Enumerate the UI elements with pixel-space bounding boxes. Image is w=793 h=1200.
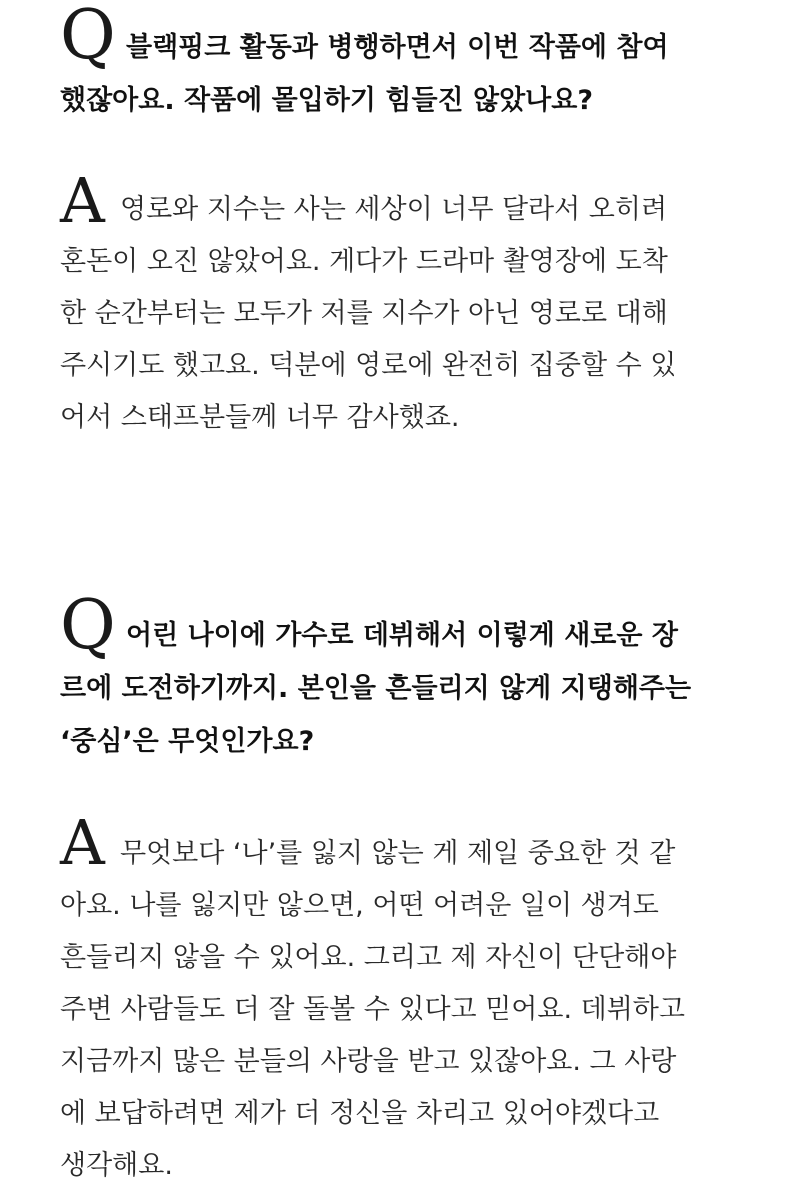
question-marker: Q xyxy=(60,586,116,665)
answer-1-line-1: 영로와 지수는 사는 세상이 너무 달라서 오히려 xyxy=(120,194,668,225)
answer-1-line-5: 어서 스태프분들께 너무 감사했죠. xyxy=(60,402,460,433)
answer-marker: A xyxy=(60,164,105,237)
question-1-line-2: 했잖아요. 작품에 몰입하기 힘들진 않았나요? xyxy=(60,85,593,116)
answer-1-line-4: 주시기도 했고요. 덕분에 영로에 완전히 집중할 수 있 xyxy=(60,350,677,381)
question-1-line-1: 블랙핑크 활동과 병행하면서 이번 작품에 참여 xyxy=(126,32,669,63)
answer-marker: A xyxy=(60,806,105,879)
answer-2-line-6: 에 보답하려면 제가 더 정신을 차리고 있어야겠다고 xyxy=(60,1098,660,1129)
question-marker: Q xyxy=(60,0,116,75)
answer-1-line-2: 혼돈이 오진 않았어요. 게다가 드라마 촬영장에 도착 xyxy=(60,246,668,277)
answer-2-line-7: 생각해요. xyxy=(60,1150,173,1181)
question-2-line-3: ‘중심’은 무엇인가요? xyxy=(60,726,315,757)
question-2-line-1: 어린 나이에 가수로 데뷔해서 이렇게 새로운 장 xyxy=(126,620,678,651)
answer-2-line-5: 지금까지 많은 분들의 사랑을 받고 있잖아요. 그 사랑 xyxy=(60,1046,677,1077)
answer-1-line-3: 한 순간부터는 모두가 저를 지수가 아닌 영로로 대해 xyxy=(60,298,668,329)
answer-2-line-4: 주변 사람들도 더 잘 돌볼 수 있다고 믿어요. 데뷔하고 xyxy=(60,994,685,1025)
answer-2-line-2: 아요. 나를 잃지만 않으면, 어떤 어려운 일이 생겨도 xyxy=(60,890,659,921)
answer-2-line-1: 무엇보다 ‘나’를 잃지 않는 게 제일 중요한 것 같 xyxy=(120,838,676,869)
answer-2-line-3: 흔들리지 않을 수 있어요. 그리고 제 자신이 단단해야 xyxy=(60,942,677,973)
question-2-line-2: 르에 도전하기까지. 본인을 흔들리지 않게 지탱해주는 xyxy=(60,673,692,704)
